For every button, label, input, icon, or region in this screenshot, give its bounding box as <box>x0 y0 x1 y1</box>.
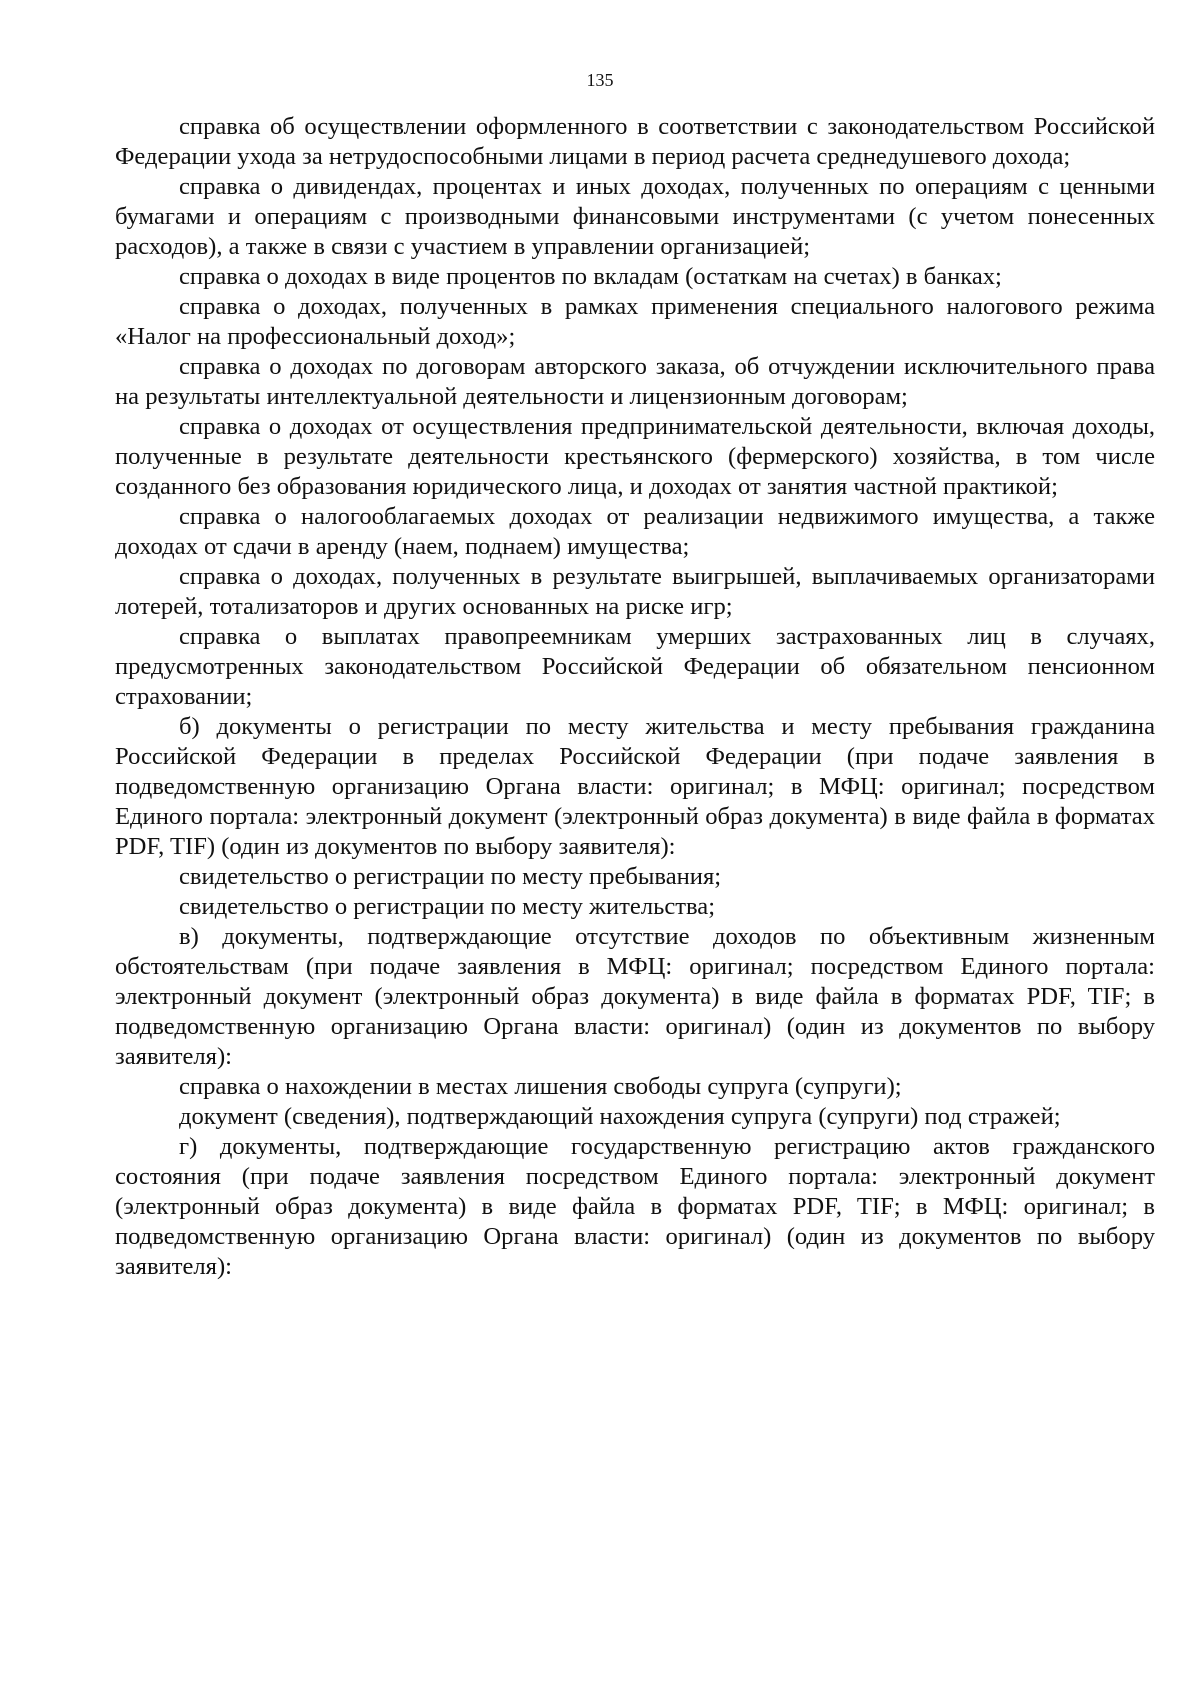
paragraph-winnings-certificate: справка о доходах, полученных в результате выигрышей, выплачиваемых организаторами лотерей, тотализаторов и других основанных на риске игр; <box>115 563 1155 620</box>
paragraph-custody-document: документ (сведения), подтверждающий нахождения супруга (супруги) под стражей; <box>179 1103 1061 1130</box>
paragraph-successor-payments-certificate: справка о выплатах правопреемникам умерших застрахованных лиц в случаях, предусмотренных законодательством Российской Федерации об обязательном пенсионном страховании; <box>115 623 1155 710</box>
paragraph-no-income-documents: в) документы, подтверждающие отсутствие доходов по объективным жизненным обстоятельствам (при подаче заявления в МФЦ: оригинал; посредством Единого портала: электронный документ (электронный образ документа) в виде файла в форматах PDF, TIF; в подведомственную организацию Органа власти: оригинал) (один из документов по выбору заявителя): <box>115 923 1155 1070</box>
paragraph-real-estate-income-certificate: справка о налогооблагаемых доходах от реализации недвижимого имущества, а также доходах от сдачи в аренду (наем, поднаем) имущества; <box>115 503 1155 560</box>
paragraph-residence-registration: свидетельство о регистрации по месту жительства; <box>179 893 716 920</box>
paragraph-stay-registration: свидетельство о регистрации по месту пребывания; <box>179 863 722 890</box>
page-number: 135 <box>586 70 614 90</box>
paragraph-deposit-interest-certificate: справка о доходах в виде процентов по вкладам (остаткам на счетах) в банках; <box>179 263 1002 290</box>
paragraph-author-contracts-certificate: справка о доходах по договорам авторского заказа, об отчуждении исключительного права на результаты интеллектуальной деятельности и лицензионным договорам; <box>115 353 1155 410</box>
paragraph-business-income-certificate: справка о доходах от осуществления предпринимательской деятельности, включая доходы, полученные в результате деятельности крестьянского (фермерского) хозяйства, в том числе созданного без образования юридического лица, и доходах от занятия частной практикой; <box>115 413 1155 500</box>
paragraph-imprisonment-certificate: справка о нахождении в местах лишения свободы супруга (супруги); <box>179 1073 902 1100</box>
paragraph-dividends-certificate: справка о дивидендах, процентах и иных доходах, полученных по операциям с ценными бумагами и операциям с производными финансовыми инструментами (с учетом понесенных расходов), а также в связи с участием в управлении организацией; <box>115 173 1155 260</box>
document-body <box>115 112 1155 1282</box>
paragraph-registration-documents: б) документы о регистрации по месту жительства и месту пребывания гражданина Российской Федерации в пределах Российской Федерации (при подаче заявления в подведомственную организацию Органа власти: оригинал; в МФЦ: оригинал; посредством Единого портала: электронный документ (электронный образ документа) в виде файла в форматах PDF, TIF) (один из документов по выбору заявителя): <box>115 713 1155 860</box>
paragraph-care-certificate: справка об осуществлении оформленного в соответствии с законодательством Российской Федерации ухода за нетрудоспособными лицами в период расчета среднедушевого дохода; <box>115 113 1155 170</box>
paragraph-civil-status-documents: г) документы, подтверждающие государственную регистрацию актов гражданского состояния (при подаче заявления посредством Единого портала: электронный документ (электронный образ документа) в виде файла в форматах PDF, TIF; в МФЦ: оригинал; в подведомственную организацию Органа власти: оригинал) (один из документов по выбору заявителя): <box>115 1133 1155 1280</box>
paragraph-professional-income-certificate: справка о доходах, полученных в рамках применения специального налогового режима «Налог на профессиональный доход»; <box>115 293 1155 350</box>
